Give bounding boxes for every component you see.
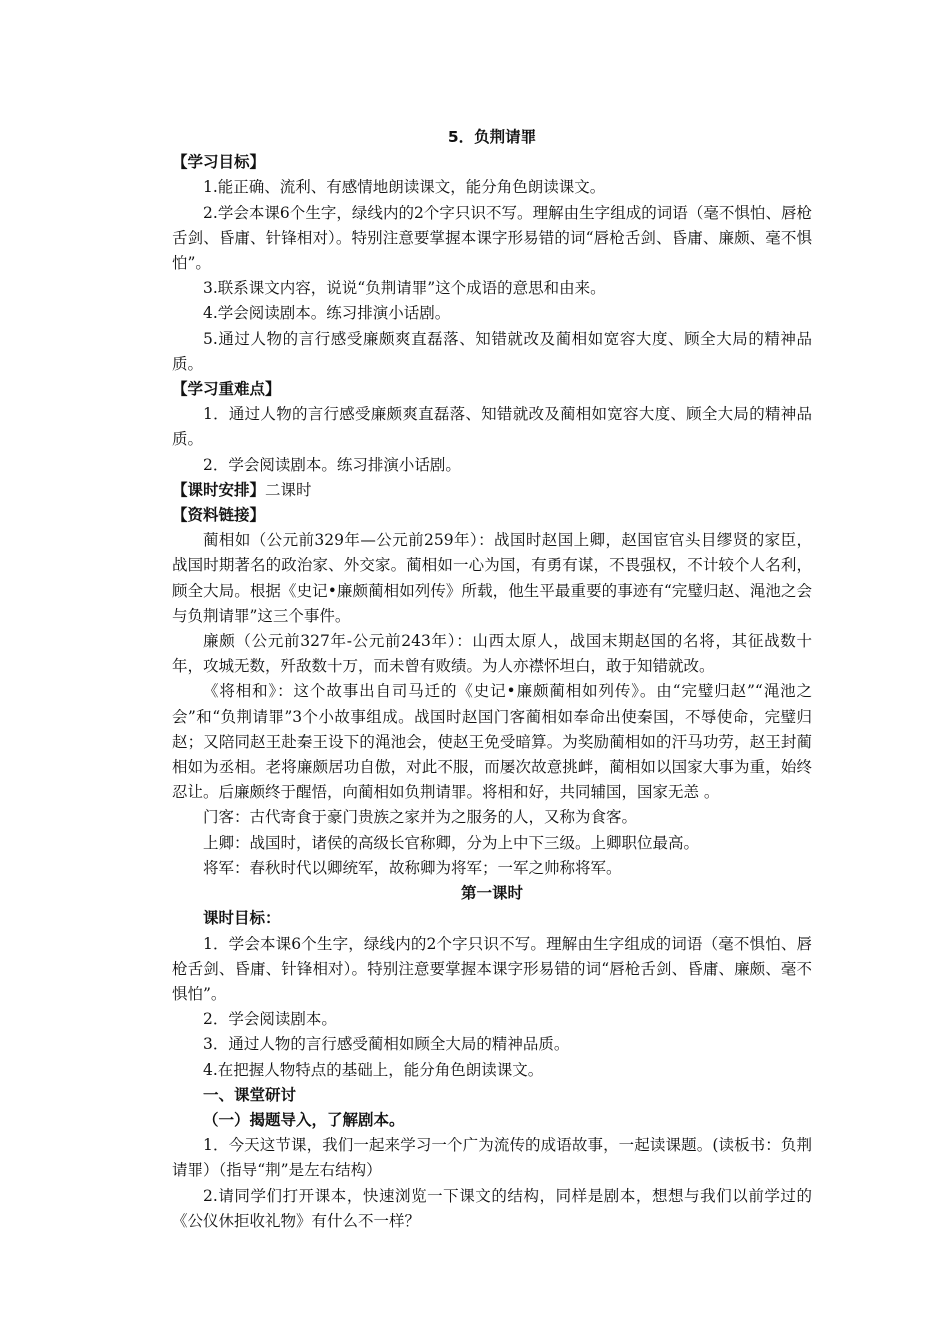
schedule-line xyxy=(172,478,812,503)
key-points-heading: 【学习重难点】 xyxy=(172,380,281,399)
section-heading: 一、课堂研讨 xyxy=(203,1085,297,1104)
resources-heading: 【资料链接】 xyxy=(172,506,266,525)
lesson1-goal: 2．学会阅读剧本。 xyxy=(203,1010,337,1029)
key-point-item: 2．学会阅读剧本。练习排演小话剧。 xyxy=(203,455,461,474)
resource-item: 蔺相如（公元前329年—公元前259年）：战国时赵国上卿，赵国宦官头目缪贤的家臣，战国时期著名的政治家、外交家。蔺相如一心为国，有勇有谋，不畏强权，不计较个人名利，顾全大局。根据《史记•廉颇蔺相如列传》所载，他生平最重要的事迹有“完璧归赵、渑池之会与负荆请罪”这三个事件。 xyxy=(172,531,812,625)
resource-item: 廉颇（公元前327年-公元前243年）：山西太原人，战国末期赵国的名将，其征战数十年，攻城无数，歼敌数十万，而未曾有败绩。为人亦襟怀坦白，敢于知错就改。 xyxy=(172,632,812,676)
goal-item: 4.学会阅读剧本。练习排演小话剧。 xyxy=(203,304,451,323)
lesson1-goal: 3．通过人物的言行感受蔺相如顾全大局的精神品质。 xyxy=(203,1035,570,1054)
key-point-item: 1．通过人物的言行感受廉颇爽直磊落、知错就改及蔺相如宽容大度、顾全大局的精神品质。 xyxy=(172,405,812,449)
resource-item: 门客：古代寄食于豪门贵族之家并为之服务的人，又称为食客。 xyxy=(203,808,638,827)
goal-item: 5.通过人物的言行感受廉颇爽直磊落、知错就改及蔺相如宽容大度、顾全大局的精神品质。 xyxy=(172,329,812,373)
goal-item: 2.学会本课6个生字，绿线内的2个字只识不写。理解由生字组成的词语（毫不惧怕、唇枪舌剑、昏庸、针锋相对）。特别注意要掌握本课字形易错的词“唇枪舌剑、昏庸、廉颇、毫不惧怕”。 xyxy=(172,203,812,273)
document-page xyxy=(172,125,812,1234)
lesson1-goal: 4.在把握人物特点的基础上，能分角色朗读课文。 xyxy=(203,1060,544,1079)
resource-item: 将军：春秋时代以卿统军，故称卿为将军；一军之帅称将军。 xyxy=(203,858,622,877)
goal-item: 1.能正确、流利、有感情地朗读课文，能分角色朗读课文。 xyxy=(203,178,606,197)
lesson-step: 1．今天这节课，我们一起来学习一个广为流传的成语故事，一起读课题。(读板书：负荆请罪）（指导“荆”是左右结构） xyxy=(172,1136,812,1180)
lesson-step: 2.请同学们打开课本，快速浏览一下课文的结构，同样是剧本，想想与我们以前学过的《公仪休拒收礼物》有什么不一样？ xyxy=(172,1186,812,1230)
resource-item: 《将相和》：这个故事出自司马迁的《史记•廉颇蔺相如列传》。由“完璧归赵”“渑池之会”和“负荆请罪”3个小故事组成。战国时赵国门客蔺相如奉命出使秦国，不辱使命，完璧归赵；又陪同赵王赴秦王设下的渑池会，使赵王免受暗算。为奖励蔺相如的汗马功劳，赵王封蔺相如为丞相。老将廉颇居功自傲，对此不服，而屡次故意挑衅，蔺相如以国家大事为重，始终忍让。后廉颇终于醒悟，向蔺相如负荆请罪。将相和好，共同辅国，国家无恙 。 xyxy=(172,682,812,802)
lesson1-heading: 第一课时 xyxy=(460,884,523,903)
goals-heading: 【学习目标】 xyxy=(172,153,266,172)
schedule-value: 二课时 xyxy=(265,480,312,499)
lesson1-goal: 1．学会本课6个生字，绿线内的2个字只识不写。理解由生字组成的词语（毫不惧怕、唇枪舌剑、昏庸、针锋相对）。特别注意要掌握本课字形易错的词“唇枪舌剑、昏庸、廉颇、毫不惧怕”。 xyxy=(172,934,812,1003)
schedule-heading: 【课时安排】 xyxy=(172,480,266,499)
document-title: 5．负荆请罪 xyxy=(447,128,537,146)
resource-item: 上卿：战国时，诸侯的高级长官称卿，分为上中下三级。上卿职位最高。 xyxy=(203,833,700,852)
lesson1-goals-heading: 课时目标： xyxy=(203,909,281,928)
goal-item: 3.联系课文内容，说说“负荆请罪”这个成语的意思和由来。 xyxy=(203,279,606,298)
subsection-heading: （一）揭题导入，了解剧本。 xyxy=(203,1110,405,1129)
